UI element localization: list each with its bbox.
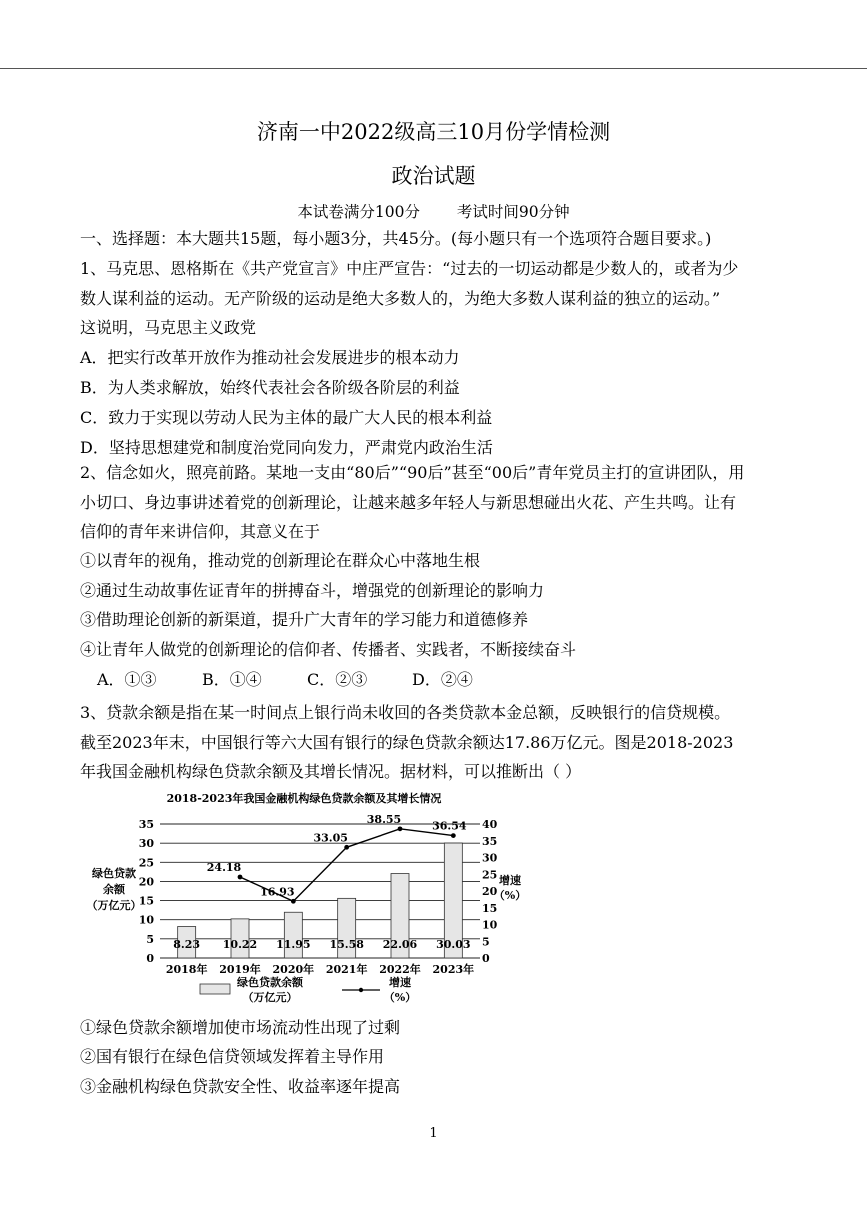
- q3-stem-line: 3、贷款余额是指在某一时间点上银行尚未收回的各类贷款本金总额，反映银行的信贷规模。: [80, 703, 731, 722]
- q2-item-2: ②通过生动故事佐证青年的拼搏奋斗，增强党的创新理论的影响力: [80, 581, 545, 600]
- growth-value-label: 38.55: [366, 812, 402, 826]
- right-tick-label: 15: [482, 901, 498, 915]
- q1-option-a: A．把实行改革开放作为推动社会发展进步的根本动力: [80, 348, 460, 367]
- q1-stem-line: 1、马克思、恩格斯在《共产党宣言》中庄严宣告：“过去的一切运动都是少数人的，或者为少: [80, 259, 739, 278]
- q2-stem-line: 小切口、身边事讲述着党的创新理论，让越来越多年轻人与新思想碰出火花、产生共鸣。让有: [80, 493, 737, 512]
- left-tick-label: 10: [138, 913, 154, 927]
- growth-value-label: 16.93: [260, 885, 295, 899]
- left-tick-label: 35: [138, 818, 154, 831]
- time-limit: 考试时间90分钟: [456, 203, 570, 221]
- growth-value-label: 24.18: [206, 860, 242, 874]
- page-number: 1: [429, 1126, 438, 1141]
- growth-value-label: 33.05: [313, 831, 348, 845]
- header-rule: [0, 68, 867, 69]
- q2-item-4: ④让青年人做党的创新理论的信仰者、传播者、实践者，不断接续奋斗: [80, 640, 577, 659]
- right-axis-label-line: 增速: [499, 874, 521, 887]
- q3-stem-line: 截至2023年末，中国银行等六大国有银行的绿色贷款余额达17.86万亿元。图是2018-2023: [80, 733, 734, 752]
- left-tick-label: 25: [138, 856, 154, 870]
- left-tick-label: 30: [138, 837, 154, 851]
- q2-item-3: ③借助理论创新的新渠道，提升广大青年的学习能力和道德修养: [80, 610, 529, 629]
- q1-stem-line: 这说明，马克思主义政党: [80, 318, 257, 337]
- legend-line-marker: [359, 988, 363, 992]
- category-label: 2018年: [165, 963, 208, 976]
- q2-choice-b: B．①④: [202, 670, 262, 689]
- q2-choice-c: C．②③: [307, 670, 368, 689]
- section-heading: 一、选择题：本大题共15题，每小题3分，共45分。(每小题只有一个选项符合题目要求。): [80, 229, 712, 248]
- q2-item-1: ①以青年的视角，推动党的创新理论在群众心中落地生根: [80, 551, 481, 570]
- q2-stem-line: 2、信念如火，照亮前路。某地一支由“80后”“90后”甚至“00后”青年党员主打的宣讲团队，用: [80, 463, 745, 482]
- growth-point: [291, 899, 296, 904]
- left-tick-label: 0: [146, 952, 154, 965]
- growth-point: [238, 875, 243, 880]
- legend-line-label: 增速: [389, 976, 411, 989]
- green-loan-chart: [84, 786, 527, 1008]
- right-tick-label: 30: [482, 851, 498, 865]
- left-axis-label-line: 余额: [103, 883, 125, 896]
- q2-choices: [97, 670, 517, 690]
- right-tick-label: 5: [482, 935, 490, 949]
- category-label: 2022年: [379, 963, 421, 976]
- growth-point: [398, 826, 403, 831]
- right-tick-label: 10: [482, 918, 498, 932]
- bar-value-label: 15.58: [329, 938, 364, 951]
- left-tick-label: 20: [138, 875, 154, 889]
- growth-value-label: 36.54: [432, 819, 467, 833]
- legend-bar-label: 绿色贷款余额: [237, 976, 303, 989]
- left-tick-label: 15: [138, 894, 154, 908]
- exam-title: 济南一中2022级高三10月份学情检测: [256, 120, 611, 144]
- right-tick-label: 20: [482, 885, 498, 898]
- left-tick-label: 5: [146, 932, 154, 946]
- category-label: 2020年: [272, 963, 315, 976]
- chart-title: 2018-2023年我国金融机构绿色贷款余额及其增长情况: [166, 792, 442, 805]
- legend-bar-label: （万亿元）: [242, 991, 298, 1004]
- category-label: 2021年: [325, 963, 368, 976]
- bar: [284, 912, 302, 958]
- q2-choice-d: D．②④: [412, 670, 473, 689]
- left-axis-label-line: （万亿元）: [86, 899, 142, 912]
- q3-item-2: ②国有银行在绿色信贷领域发挥着主导作用: [80, 1047, 385, 1066]
- right-tick-label: 40: [482, 818, 498, 831]
- legend-bar-swatch: [200, 984, 230, 994]
- bar-value-label: 22.06: [382, 938, 418, 951]
- q3-item-1: ①绿色贷款余额增加使市场流动性出现了过剩: [80, 1018, 401, 1037]
- growth-point: [451, 833, 456, 838]
- right-axis-label-line: （%）: [493, 889, 527, 902]
- q1-option-d: D．坚持思想建党和制度治党同向发力，严肃党内政治生活: [80, 438, 493, 457]
- left-axis-label-line: 绿色贷款: [92, 867, 136, 880]
- bar-value-label: 8.23: [173, 938, 201, 951]
- chart-legend: [200, 975, 416, 1004]
- q2-stem-line: 信仰的青年来讲信仰，其意义在于: [80, 522, 321, 541]
- right-tick-label: 0: [482, 952, 490, 965]
- bar-value-label: 11.95: [276, 938, 311, 951]
- category-label: 2023年: [432, 963, 475, 976]
- q3-stem-line: 年我国金融机构绿色贷款余额及其增长情况。据材料，可以推断出（ ）: [80, 762, 582, 781]
- q1-option-c: C．致力于实现以劳动人民为主体的最广大人民的根本利益: [80, 408, 493, 427]
- exam-info: [0, 200, 867, 222]
- bar-value-label: 30.03: [436, 938, 471, 951]
- q3-item-3: ③金融机构绿色贷款安全性、收益率逐年提高: [80, 1077, 401, 1096]
- growth-point: [344, 845, 349, 850]
- exam-subject: 政治试题: [391, 164, 476, 188]
- q2-choice-a: A．①③: [97, 670, 157, 689]
- q1-option-b: B．为人类求解放，始终代表社会各阶级各阶层的利益: [80, 378, 460, 397]
- full-score: 本试卷满分100分: [297, 203, 420, 221]
- q1-stem-line: 数人谋利益的运动。无产阶级的运动是绝大多数人的，为绝大多数人谋利益的独立的运动。”: [80, 289, 721, 308]
- right-tick-label: 25: [482, 868, 498, 882]
- right-tick-label: 35: [482, 834, 498, 848]
- bar-value-label: 10.22: [222, 938, 258, 951]
- category-label: 2019年: [219, 963, 261, 976]
- legend-line-label: （%）: [383, 991, 417, 1004]
